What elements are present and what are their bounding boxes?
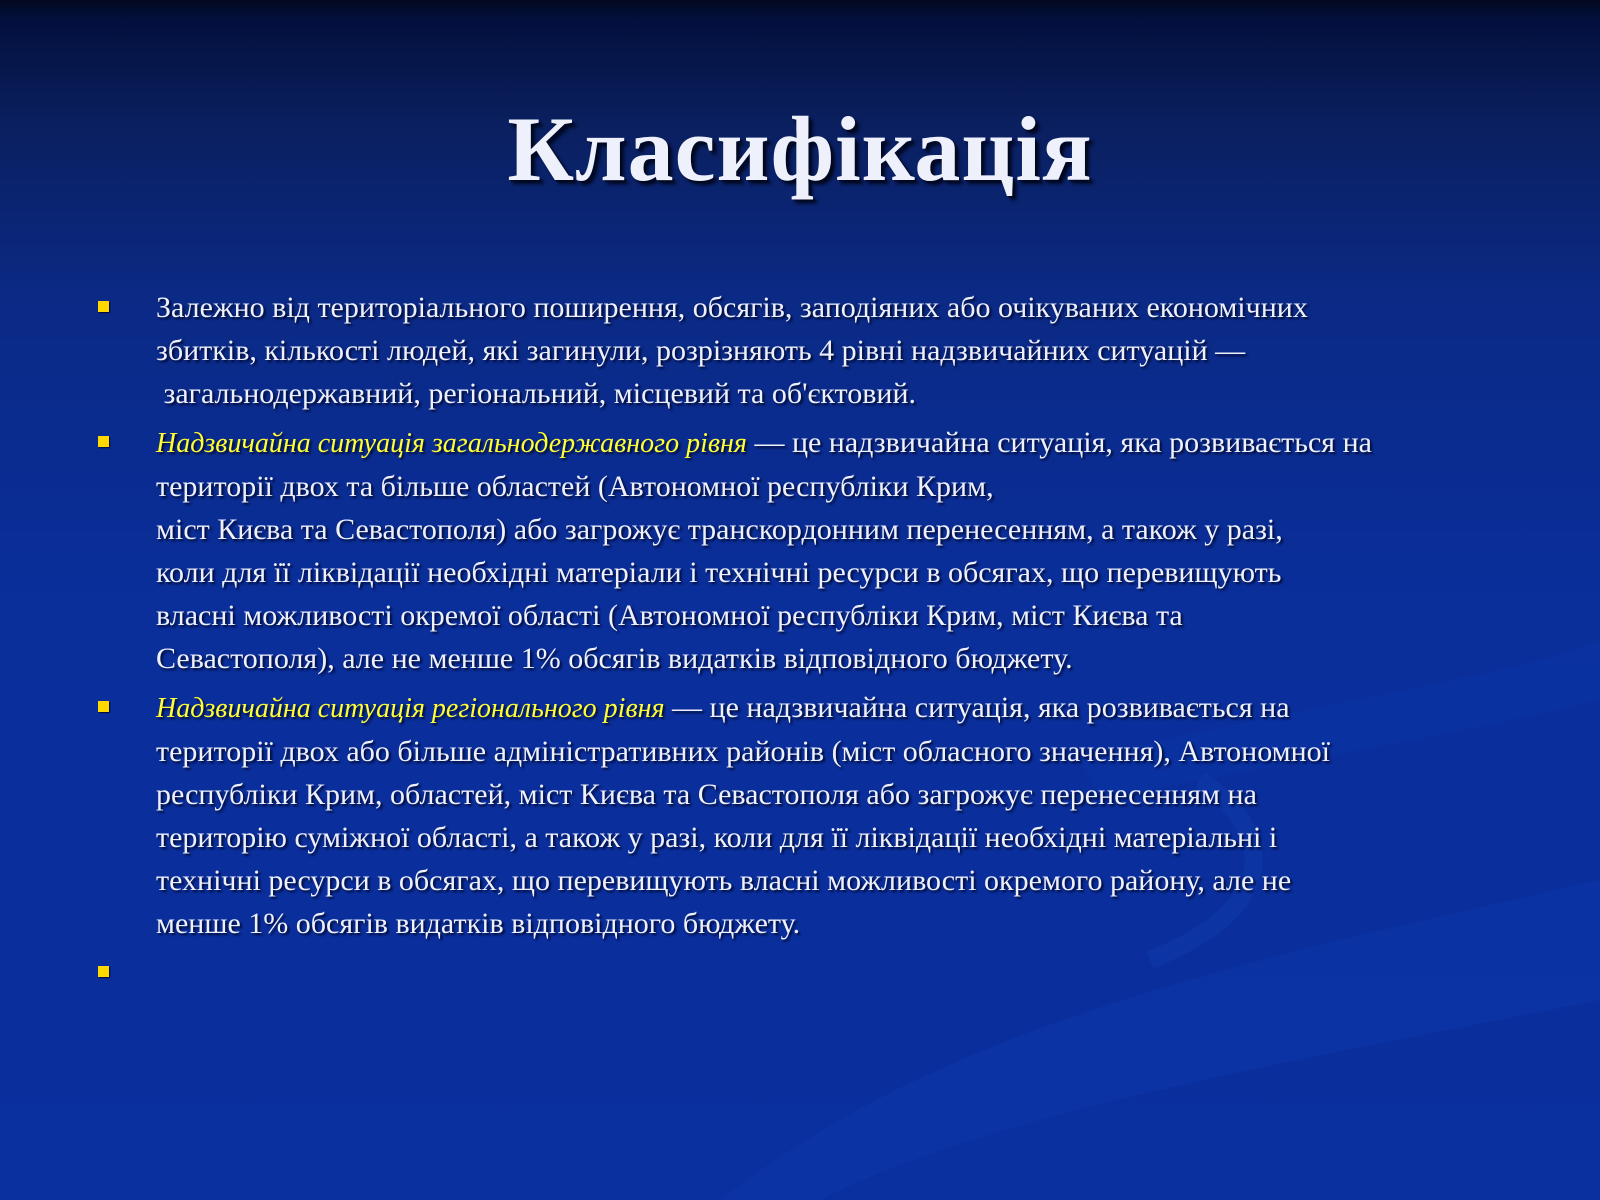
bullet-line: менше 1% обсягів видатків відповідного бюджету. <box>156 907 801 940</box>
bullet-line: Севастополя), але не менше 1% обсягів видатків відповідного бюджету. <box>156 642 1073 675</box>
bullet-line-rest: — це надзвичайна ситуація, яка розвивається на <box>664 691 1290 724</box>
bullet-line: загальнодержавний, регіональний, місцевий та об'єктовий. <box>156 377 917 410</box>
bullet-item-empty <box>96 951 1526 994</box>
bullet-line-rest: — це надзвичайна ситуація, яка розвивається на <box>746 426 1372 459</box>
square-bullet-icon <box>98 301 109 312</box>
bullet-item-levels <box>96 286 1526 415</box>
bullet-line: Залежно від територіального поширення, обсягів, заподіяних або очікуваних економічних <box>156 291 1308 324</box>
bullet-line: технічні ресурси в обсягах, що перевищують власні можливості окремого району, але не <box>156 864 1292 897</box>
bullet-item-national-level <box>96 421 1526 680</box>
bullet-first-line <box>156 421 1526 465</box>
bullet-line: міст Києва та Севастополя) або загрожує транскордонним перенесенням, а також у разі, <box>156 513 1283 546</box>
slide-title: Класифікація <box>507 98 1093 200</box>
bullet-first-line <box>156 686 1526 730</box>
bullet-list <box>96 286 1526 1000</box>
bullet-item-regional-level <box>96 686 1526 945</box>
bullet-line: республіки Крим, областей, міст Києва та Севастополя або загрожує перенесенням на <box>156 778 1257 811</box>
highlight-term: Надзвичайна ситуація загальнодержавного рівня <box>156 428 747 459</box>
bullet-line: території двох або більше адміністративних районів (міст обласного значення), Автономної <box>156 735 1331 768</box>
bullet-line: власні можливості окремої області (Автономної республіки Крим, міст Києва та <box>156 599 1183 632</box>
bullet-line: території двох та більше областей (Автономної республіки Крим, <box>156 470 994 503</box>
square-bullet-icon <box>98 436 109 447</box>
highlight-term: Надзвичайна ситуація регіонального рівня <box>156 693 665 724</box>
bullet-line: збитків, кількості людей, які загинули, розрізняють 4 рівні надзвичайних ситуацій — <box>156 334 1246 367</box>
bullet-line: коли для її ліквідації необхідні матеріали і технічні ресурси в обсягах, що перевищують <box>156 556 1282 589</box>
square-bullet-icon <box>98 701 109 712</box>
square-bullet-icon <box>98 966 109 977</box>
bullet-line: територію суміжної області, а також у разі, коли для її ліквідації необхідні матеріальні і <box>156 821 1278 854</box>
